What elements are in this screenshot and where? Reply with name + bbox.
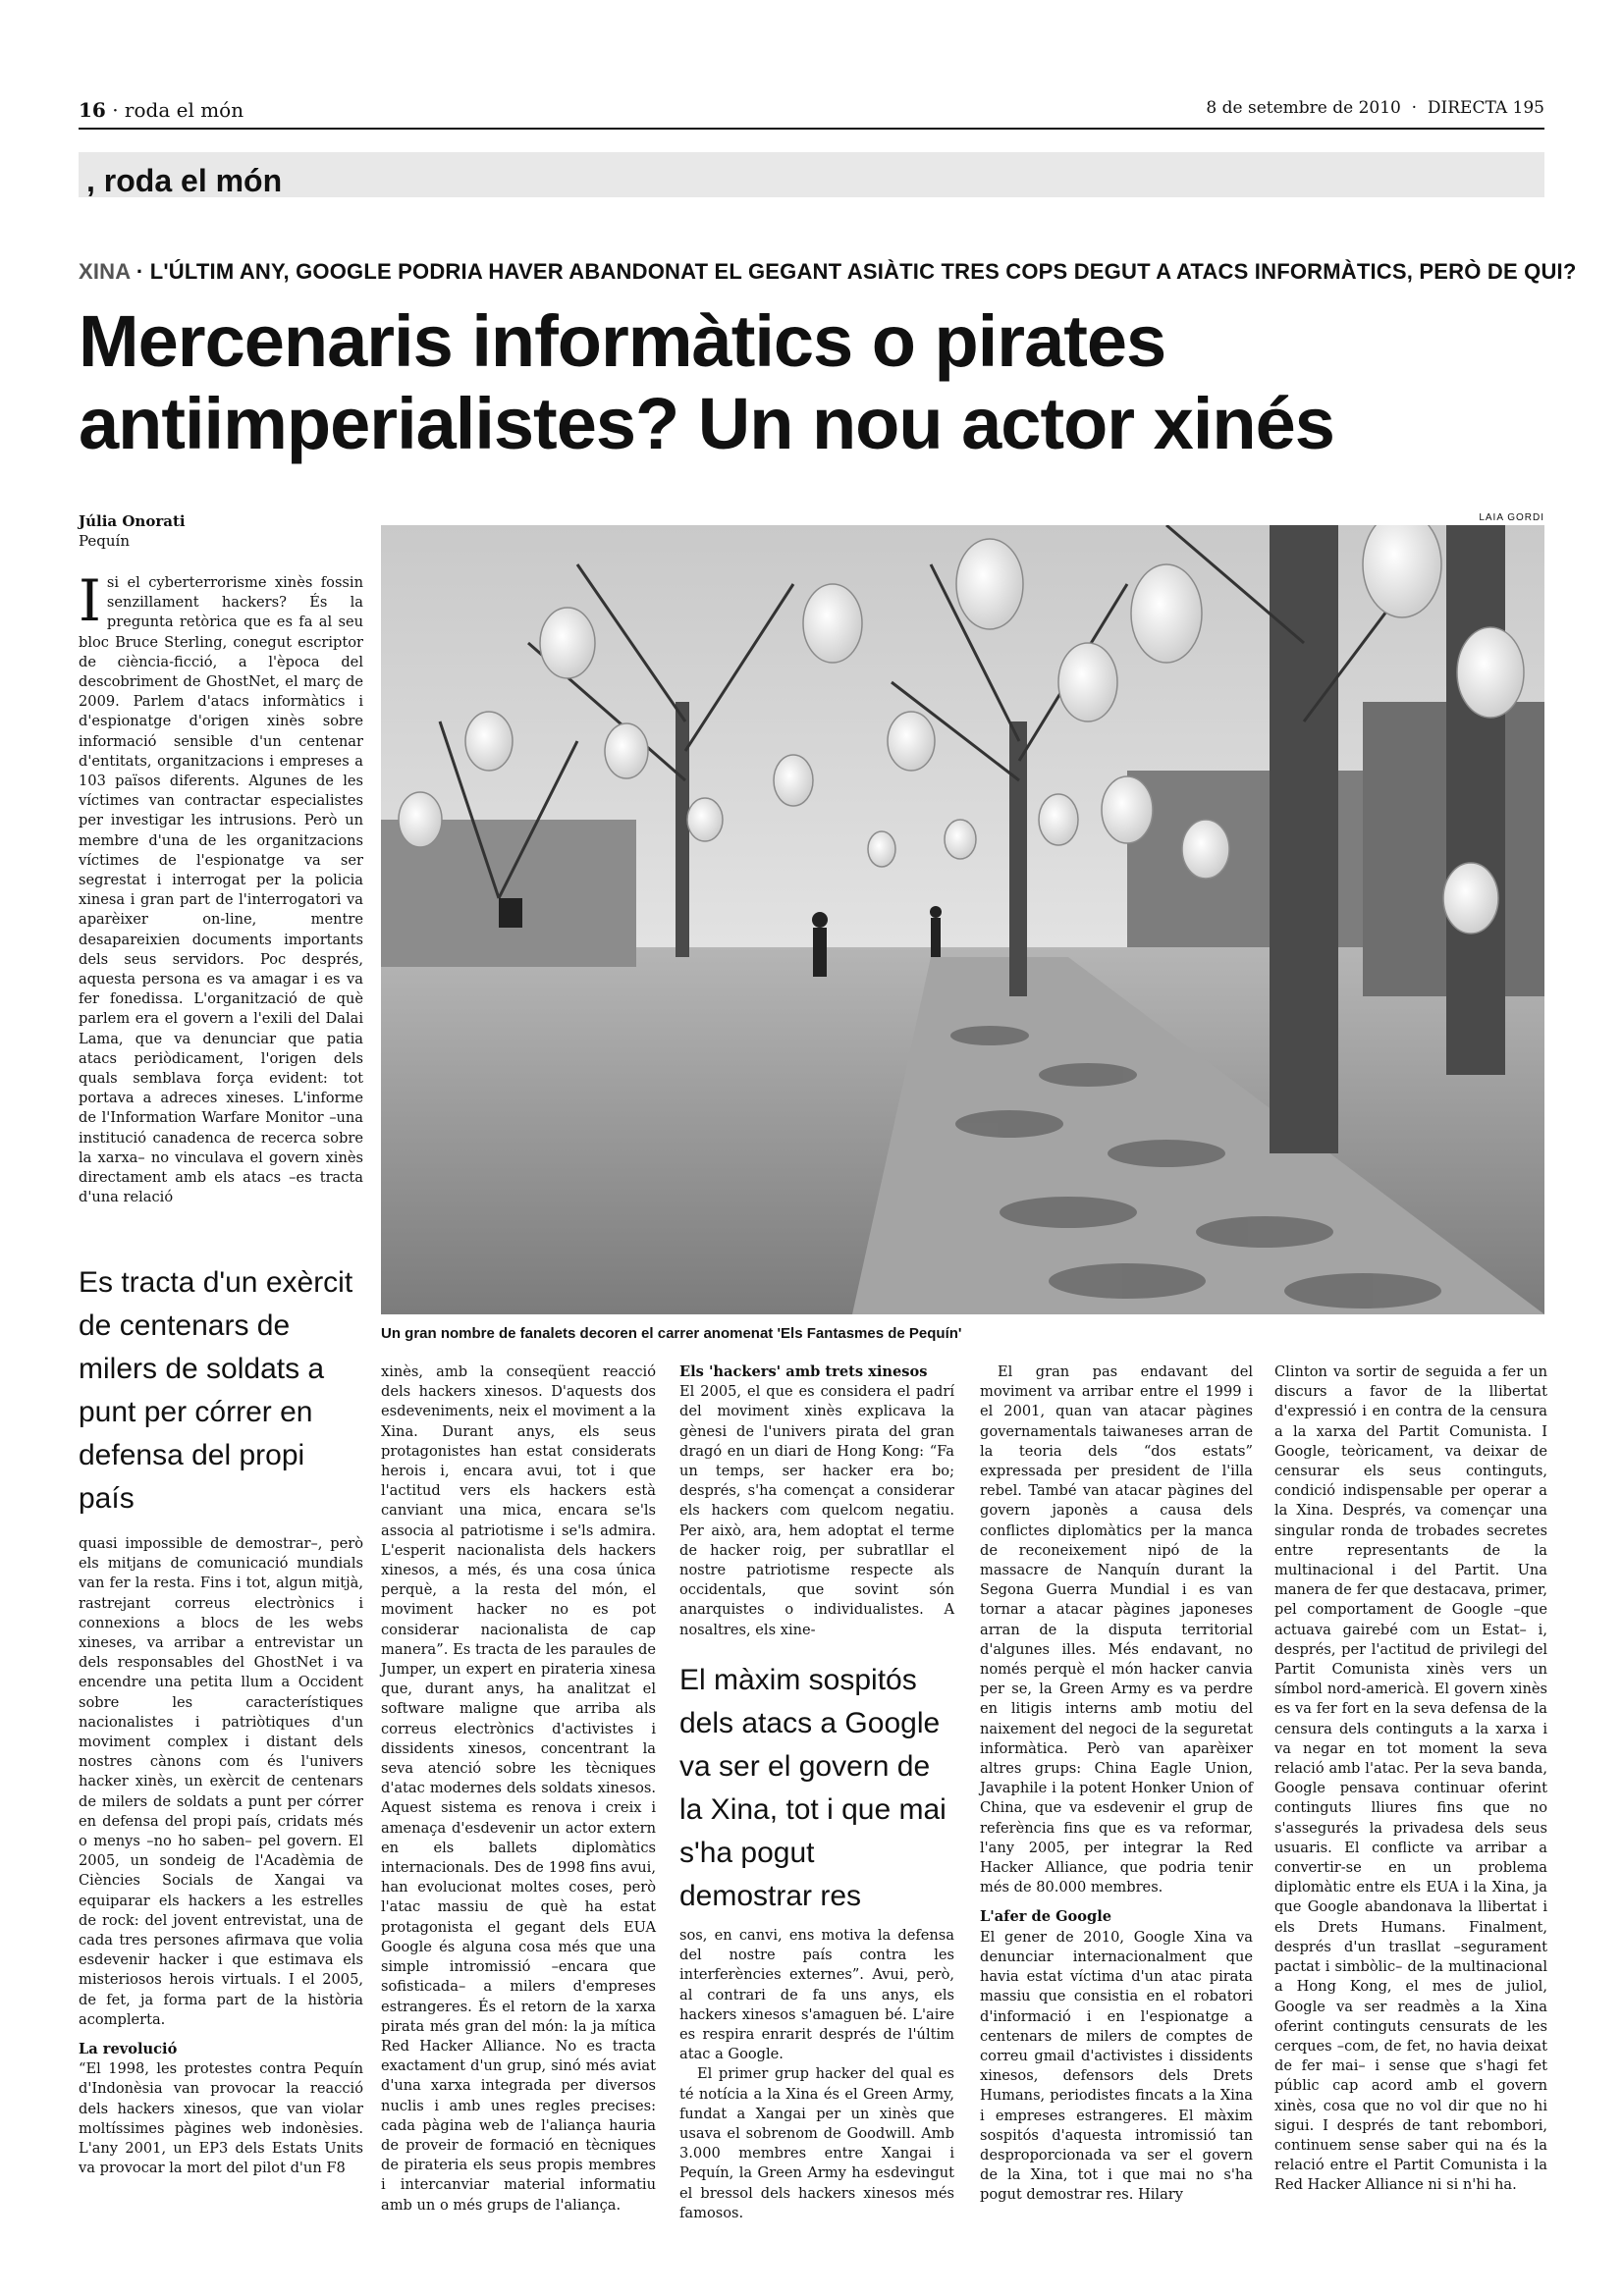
section-band <box>79 152 1544 197</box>
publication-name: DIRECTA 195 <box>1427 98 1544 118</box>
col1-bottom-paragraph-2: “El 1998, les protestes contra Pequín d'Indonèsia van provocar la reacció dels hackers xinesos, que van violar moltíssimes pàgines web indonèsies. L'any 2001, un EP3 dels Estats Units va provocar la mort del pilot d'un F8 <box>79 2060 363 2177</box>
col3-top-text: El 2005, el que es considera el padrí del moviment xinès explicava la gènesi de l'univers pirata del gran dragó en un diari de Hong Kong: “Fa un temps, ser hacker era bo; després, s'ha començat a considerar els hackers com quelcom negatiu. Per això, ara, hem adoptat el terme de hacker roig, per subratllar el nostre patriotisme respecte als occidentals, que sovint són anarquistes o individualistes. A nosaltres, els xine- <box>679 1383 954 1638</box>
issue-date: 8 de setembre de 2010 <box>1206 98 1401 118</box>
body-column-2 <box>381 1362 656 2216</box>
subhead-hackers: Els 'hackers' amb trets xinesos <box>679 1363 928 1380</box>
pull-quote-2: El màxim sospitós dels atacs a Google va ser el govern de la Xina, tot i que mai s'ha pogut demostrar res <box>679 1664 947 1912</box>
body-column-4 <box>980 1362 1253 2206</box>
subhead-revolucio: La revolució <box>79 2041 178 2058</box>
body-column-5 <box>1274 1362 1547 2196</box>
col4-paragraph-1: El gran pas endavant del moviment va arribar entre el 1999 i el 2001, quan van atacar pàgines governamentals taiwaneses arran de la teoria dels “dos estats” expressada per president de l'illa rebel. També van atacar pàgines del govern japonès a causa dels conflictes diplomàtics per la manca de reconeixement nipó de la massacre de Nanquín durant la Segona Guerra Mundial i es van tornar a atacar pàgines japoneses arran de la disputa territorial d'algunes illes. Més endavant, no només perquè el món hacker canvia per se, la Green Army es va perdre en litigis interns amb motiu del naixement del negoci de la seguretat informàtica. Però van aparèixer altres grups: China Eagle Union, Javaphile i la potent Honker Union of China, que va esdevenir el grup de referència fins que es va reformar, l'any 2005, per integrar la Red Hacker Alliance, que podria tenir més de 80.000 membres. <box>980 1363 1253 1896</box>
dateline: 8 de setembre de 2010 · DIRECTA 195 <box>1206 98 1544 118</box>
col2-text: xinès, amb la conseqüent reacció dels hackers xinesos. D'aquests dos esdeveniments, neix el moviment a la Xina. Durant anys, els seus protagonistes han estat considerats herois i, encara avui, tot i que l'actitud vers els hackers està canviant una mica, encara se'ls associa al patriotisme i se'ls admira. L'esperit nacionalista dels hackers xinesos, a més, és una cosa única perquè, a la resta del món, el moviment hacker no es pot considerar nacionalista de cap manera”. Es tracta de les paraules de Jumper, un expert en pirateria xinesa que, durant anys, ha analitzat el software maligne que arriba als correus electrònics d'activistes i dissidents xinesos, concentrant la seva atenció sobre les tècniques d'atac modernes dels soldats xinesos. Aquest sistema es renova i creix i amenaça d'esdevenir un actor extern en els ballets diplomàtics internacionals. Des de 1998 fins avui, han evolucionat moltes coses, però l'atac massiu de què ha estat protagonista el gegant dels EUA Google és alguna cosa més que una simple intromissió –encara que sofisticada– a milers d'empreses estrangeres. És el retorn de la xarxa pirata més gran del món: la ja mítica Red Hacker Alliance. No es tracta exactament d'un grup, sinó més aviat d'una xarxa integrada per diversos nuclis i amb unes regles precises: cada pàgina web de l'aliança hauria de proveir de formació en tècniques de pirateria els seus propis membres i intercanviar material informatiu amb un o més grups de l'aliança. <box>381 1363 656 2214</box>
photo-credit: LAIA GORDI <box>1479 512 1544 523</box>
col5-text: Clinton va sortir de seguida a fer un discurs a favor de la llibertat d'expressió i en contra de la censura a la xarxa del Partit Comunista. I Google, teòricament, va deixar de censurar els seus continguts, condició indispensable per operar a la Xina. Després, va començar una singular ronda de trobades secretes entre representants de la multinacional i del Partit. Una manera de fer que destacava, primer, pel comportament de Google –que actuava gairebé com un Estat– i, després, per l'actitud de privilegi del Partit Comunista xinès vers un símbol nord-americà. El govern xinès es va fer fort en la seva defensa de la censura dels continguts a la xarxa i va negar en tot moment la seva relació amb l'atac. Per la seva banda, Google pensava continuar oferint continguts lliures fins que no s'assegurés la privadesa dels seus usuaris. El conflicte va arribar a convertir-se en un problema diplomàtic entre els EUA i la Xina, ja que Google abandonava la llibertat i els Drets Humans. Finalment, després d'un trasllat –segurament pactat i simbòlic– de la multinacional a Hong Kong, el mes de juliol, Google va ser readmès a la Xina oferint continguts censurats de les cerques –com, de fet, no havia deixat de fer mai– i sense que s'hagi fet públic cap acord amb el govern xinès, cosa que no vol dir que no hi sigui. I després de tant rebombori, continuem sense saber qui na és la relació entre el Partit Comunista i la Red Hacker Alliance ni si n'hi ha. <box>1274 1363 1547 2194</box>
headline-line-2: antiimperialistes? Un nou actor xinés <box>79 383 1334 464</box>
page-number: 16 <box>79 98 106 122</box>
section-title: , roda el món <box>86 163 283 198</box>
kicker: XINA · L'ÚLTIM ANY, GOOGLE PODRIA HAVER ABANDONAT EL GEGANT ASIÀTIC TRES COPS DEGUT A ATACS INFORMÀTICS, PERÒ DE QUI? <box>79 259 1577 284</box>
author-location: Pequín <box>79 532 131 550</box>
street-lanterns-photo <box>381 525 1544 1314</box>
body-column-1-bottom <box>79 1534 363 2179</box>
body-column-3-top <box>679 1362 954 1640</box>
kicker-text: L'ÚLTIM ANY, GOOGLE PODRIA HAVER ABANDONAT EL GEGANT ASIÀTIC TRES COPS DEGUT A ATACS INFORMÀTICS, PERÒ DE QUI? <box>149 259 1577 284</box>
headline-line-1: Mercenaris informàtics o pirates <box>79 300 1166 382</box>
kicker-country: XINA <box>79 259 131 284</box>
header-rule <box>79 128 1544 130</box>
subhead-google: L'afer de Google <box>980 1908 1112 1926</box>
dropcap: I <box>79 567 101 634</box>
headline <box>79 300 1551 465</box>
col1-top-text: si el cyberterrorisme xinès fossin senzillament hackers? És la pregunta retòrica que es fa al seu bloc Bruce Sterling, conegut escriptor de ciència-ficció, a l'època del descobriment de GhostNet, el març de 2009. Parlem d'atacs informàtics i d'espionatge d'origen xinès sobre informació sensible d'un centenar d'entitats, organitzacions i empreses a 103 països diferents. Algunes de les víctimes van contractar especialistes per investigar les intrusions. Però un membre d'una de les organitzacions víctimes de l'espionatge va ser segrestat i interrogat per la policia xinesa i gran part de l'interrogatori va aparèixer on-line, mentre desapareixien documents importants dels seus servidors. Poc després, aquesta persona es va amagar i es va fer fonedissa. L'organització de què parlem era el govern a l'exili del Dalai Lama, que va denunciar que patia atacs periòdicament, l'origen dels quals semblava força evident: tot portava a adreces xineses. L'informe de l'Information Warfare Monitor –una institució canadenca de recerca sobre la xarxa– no vinculava el govern xinès directament amb els atacs –es tracta d'una relació <box>79 574 363 1206</box>
section-small: roda el món <box>124 98 244 122</box>
col1-bottom-paragraph-1: quasi impossible de demostrar–, però els mitjans de comunicació mundials van fer la resta. Fins i tot, algun mitjà, rastrejant correus electrònics i connexions a blocs de les webs xineses, va arribar a entrevistar un dels responsables del GhostNet i va encendre una petita llum a Occident sobre les característiques nacionalistes i patriòtiques d'un moviment complex i distant dels nostres cànons com és l'univers hacker xinès, un exèrcit de centenars de milers de soldats a punt per córrer en defensa del propi país, cridats més o menys –no ho saben– pel govern. El 2005, un sondeig de l'Acadèmia de Ciències Socials de Xangai va equiparar els hackers a les estrelles de rock: del jovent entrevistat, una de cada tres persones afirmava que volia esdevenir hacker i que estimava els misteriosos herois virtuals. I el 2005, de fet, ja forma part de la història acomplerta. <box>79 1535 363 2028</box>
col3-bottom-paragraph-2: El primer grup hacker del qual es té notícia a la Xina és el Green Army, fundat a Xangai per un xinès que usava el sobrenom de Goodwill. Amb 3.000 membres entre Xangai i Pequín, la Green Army ha esdevingut el bressol dels hackers xinesos més famosos. <box>679 2065 954 2221</box>
body-column-1-top <box>79 567 363 1208</box>
folio: 16 · roda el món <box>79 98 244 122</box>
pull-quote-1: Es tracta d'un exèrcit de centenars de milers de soldats a punt per córrer en defensa del propi país <box>79 1266 353 1515</box>
col3-bottom-paragraph-1: sos, en canvi, ens motiva la defensa del nostre país contra les interferències externes”. Avui, però, al contrari de fa uns anys, els hackers xinesos s'amaguen bé. L'aire es respira enrarit després de l'últim atac a Google. <box>679 1927 954 2063</box>
body-column-3-bottom <box>679 1926 954 2223</box>
author: Júlia Onorati <box>79 512 186 530</box>
photo-caption: Un gran nombre de fanalets decoren el carrer anomenat 'Els Fantasmes de Pequín' <box>381 1325 962 1342</box>
col4-paragraph-2: El gener de 2010, Google Xina va denunciar internacionalment que havia estat víctima d'un atac pirata massiu que consistia en el robatori d'informació i en l'espionatge a centenars de milers de comptes de correu gmail d'activistes i dissidents xinesos, defensors dels Drets Humans, periodistes fincats a la Xina i empreses estrangeres. El màxim sospitós d'aquesta intromissió tan desproporcionada va ser el govern de la Xina, tot i que mai no s'ha pogut demostrar res. Hilary <box>980 1928 1253 2204</box>
